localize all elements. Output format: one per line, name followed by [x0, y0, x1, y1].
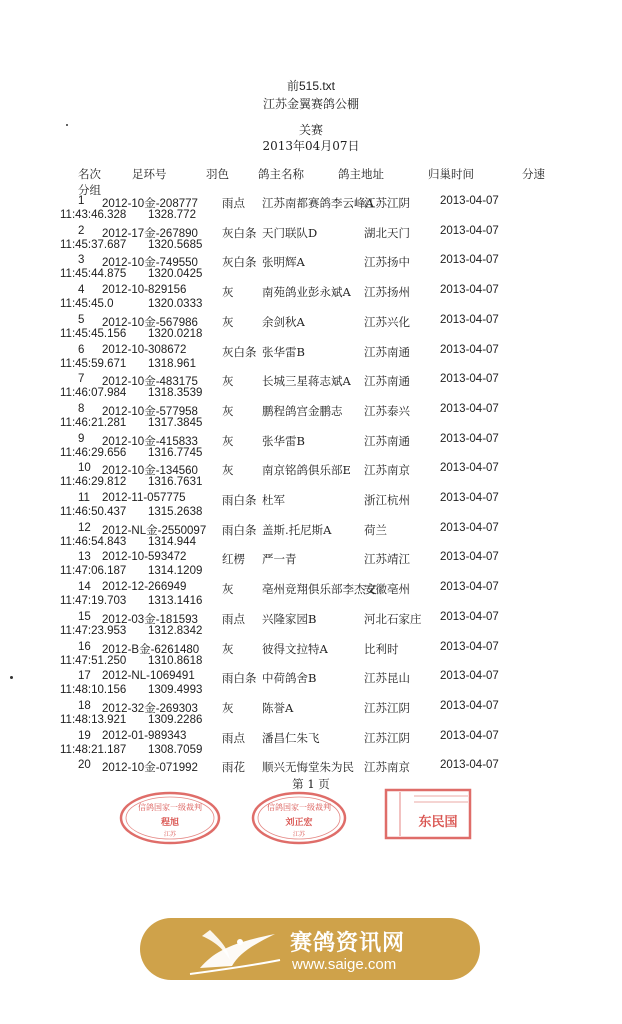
result-owner: 杜军	[262, 493, 285, 507]
result-time: 11:46:07.984	[60, 387, 127, 400]
column-header-address: 鸽主地址	[338, 167, 384, 181]
result-time: 11:47:06.187	[60, 565, 127, 578]
result-ring: 2012-10金-134560	[102, 465, 198, 478]
result-date: 2013-04-07	[440, 313, 499, 326]
result-time: 11:47:23.953	[60, 624, 127, 637]
seal-right-text: 东民国	[418, 815, 458, 830]
result-rank: 14	[78, 581, 91, 594]
result-ring: 2012-NL金-2550097	[102, 524, 207, 537]
result-owner: 余剑秋A	[262, 314, 305, 329]
scan-speck	[66, 124, 68, 126]
result-color: 灰白条	[222, 225, 257, 240]
result-color: 灰	[222, 582, 234, 597]
result-speed: 1317.3845	[148, 416, 203, 429]
banner-url: www.saige.com	[292, 956, 397, 973]
result-ring: 2012-10-593472	[102, 551, 187, 564]
result-rank: 3	[78, 254, 85, 267]
result-time: 11:48:10.156	[60, 684, 127, 697]
result-owner: 南京铭鸽俱乐部E	[262, 463, 351, 478]
result-ring: 2012-10金-577958	[102, 405, 198, 418]
result-ring: 2012-10金-208777	[102, 198, 198, 210]
result-speed: 1318.961	[148, 357, 196, 370]
result-time: 11:43:46.328	[60, 209, 127, 221]
seal-middle-region: 江苏	[292, 831, 306, 838]
result-ring: 2012-NL-1069491	[102, 670, 195, 683]
seal-left-region: 江苏	[163, 831, 177, 838]
result-color: 红楞	[222, 552, 245, 567]
result-ring: 2012-10-308672	[102, 343, 187, 356]
result-address: 江苏南京	[364, 463, 410, 478]
result-owner: 彼得文拉特A	[262, 641, 328, 656]
result-date: 2013-04-07	[440, 224, 499, 237]
result-time: 11:47:19.703	[60, 595, 127, 608]
result-color: 灰白条	[222, 255, 257, 270]
result-rank: 13	[78, 551, 91, 564]
result-row	[0, 551, 622, 581]
result-owner: 亳州竞翔俱乐部李杰文	[262, 582, 377, 597]
result-time: 11:45:45.0	[60, 298, 114, 311]
result-address: 比利时	[364, 641, 399, 656]
result-color: 雨点	[222, 611, 245, 626]
result-date: 2013-04-07	[440, 551, 499, 564]
result-time: 11:46:29.656	[60, 446, 127, 459]
result-address: 江苏江阴	[364, 196, 410, 210]
result-rank: 5	[78, 313, 85, 326]
race-date: 2013年04月07日	[262, 139, 360, 153]
result-row	[0, 641, 622, 671]
result-owner: 长城三星蒋志斌A	[262, 374, 351, 389]
result-address: 江苏兴化	[364, 314, 410, 329]
file-name: 前515.txt	[286, 79, 336, 93]
result-date: 2013-04-07	[440, 521, 499, 534]
result-address: 安徽亳州	[364, 582, 410, 597]
result-row	[0, 344, 622, 374]
result-time: 11:46:21.281	[60, 416, 127, 429]
result-address: 荷兰	[364, 522, 387, 537]
result-row	[0, 462, 622, 492]
result-address: 江苏扬州	[364, 285, 410, 300]
page-number: 第 1 页	[292, 777, 330, 791]
column-header-speed: 分速	[522, 167, 545, 181]
race-name: 关赛	[298, 123, 323, 137]
referee-seal-left	[118, 790, 222, 846]
result-date: 2013-04-07	[440, 492, 499, 504]
result-speed: 1316.7631	[148, 476, 203, 489]
result-color: 雨点	[222, 730, 245, 745]
pigeon-logo-icon	[180, 920, 290, 980]
result-date: 2013-04-07	[440, 195, 499, 207]
result-owner: 张明辉A	[262, 255, 305, 270]
result-color: 灰	[222, 700, 234, 715]
result-speed: 1320.0333	[148, 298, 203, 311]
result-row	[0, 522, 622, 552]
result-time: 11:46:54.843	[60, 535, 127, 548]
result-date: 2013-04-07	[440, 373, 499, 386]
result-date: 2013-04-07	[440, 284, 499, 297]
result-row	[0, 314, 622, 344]
result-owner: 天门联队D	[262, 225, 318, 240]
result-speed: 1308.7059	[148, 743, 203, 756]
result-ring: 2012-17金-267890	[102, 227, 198, 240]
result-ring: 2012-10金-415833	[102, 435, 198, 448]
result-owner: 张华雷B	[262, 433, 305, 448]
result-date: 2013-04-07	[440, 699, 499, 712]
seal-middle-name: 刘正宏	[285, 818, 313, 828]
result-time: 11:46:50.437	[60, 506, 127, 518]
result-row	[0, 581, 622, 611]
result-time: 11:45:59.671	[60, 357, 127, 370]
result-date: 2013-04-07	[440, 343, 499, 356]
result-owner: 潘昌仁朱飞	[262, 730, 320, 745]
result-owner: 兴隆家园B	[262, 611, 317, 626]
result-speed: 1316.7745	[148, 446, 203, 459]
result-row	[0, 492, 622, 522]
result-time: 11:45:45.156	[60, 327, 127, 340]
result-ring: 2012-01-989343	[102, 729, 187, 742]
result-owner: 中荷鸽舍B	[262, 671, 317, 686]
result-owner: 顺兴无悔堂朱为民	[262, 760, 354, 775]
watermark-banner	[140, 918, 480, 980]
result-address: 江苏靖江	[364, 552, 410, 567]
result-color: 灰	[222, 285, 234, 300]
result-ring: 2012-10-829156	[102, 284, 187, 297]
result-date: 2013-04-07	[440, 640, 499, 653]
result-rank: 1	[78, 195, 85, 207]
result-speed: 1320.5685	[148, 238, 203, 251]
column-header-owner: 鸽主名称	[258, 167, 304, 181]
result-speed: 1314.944	[148, 535, 196, 548]
seal-middle-text: 信鸽国家一级裁判	[267, 803, 331, 812]
result-ring: 2012-12-266949	[102, 581, 187, 594]
result-date: 2013-04-07	[440, 581, 499, 594]
result-speed: 1309.2286	[148, 713, 203, 726]
result-speed: 1318.3539	[148, 387, 203, 400]
result-ring: 2012-10金-071992	[102, 762, 198, 775]
result-address: 河北石家庄	[364, 611, 422, 626]
result-color: 雨白条	[222, 493, 257, 507]
result-rank: 15	[78, 610, 91, 623]
result-row	[0, 433, 622, 463]
result-address: 江苏南京	[364, 760, 410, 775]
result-row	[0, 611, 622, 641]
result-color: 雨点	[222, 196, 245, 210]
result-color: 雨花	[222, 760, 245, 775]
result-time: 11:45:44.875	[60, 268, 127, 281]
result-speed: 1315.2638	[148, 506, 203, 518]
result-color: 灰白条	[222, 344, 257, 359]
result-date: 2013-04-07	[440, 462, 499, 475]
column-header-color: 羽色	[206, 167, 229, 181]
result-speed: 1320.0218	[148, 327, 203, 340]
result-ring: 2012-10金-483175	[102, 376, 198, 389]
result-speed: 1309.4993	[148, 684, 203, 697]
result-speed: 1313.1416	[148, 595, 203, 608]
result-ring: 2012-10金-749550	[102, 257, 198, 270]
result-address: 江苏江阴	[364, 700, 410, 715]
column-header-group: 分组	[78, 183, 101, 197]
result-address: 江苏江阴	[364, 730, 410, 745]
result-rank: 7	[78, 373, 85, 386]
result-speed: 1314.1209	[148, 565, 203, 578]
result-color: 雨白条	[222, 522, 257, 537]
result-rank: 2	[78, 224, 85, 237]
result-time: 11:47:51.250	[60, 654, 127, 667]
column-header-rank: 名次	[78, 167, 101, 181]
result-rank: 11	[78, 492, 90, 504]
result-address: 江苏南通	[364, 374, 410, 389]
square-seal-right	[384, 788, 472, 840]
result-address: 江苏南通	[364, 344, 410, 359]
banner-title: 赛鸽资讯网	[290, 931, 406, 956]
result-owner: 严一青	[262, 552, 297, 567]
result-owner: 陈誉A	[262, 700, 294, 715]
result-color: 灰	[222, 463, 234, 478]
result-ring: 2012-32金-269303	[102, 702, 198, 715]
result-speed: 1312.8342	[148, 624, 203, 637]
result-rank: 19	[78, 729, 91, 742]
result-rank: 10	[78, 462, 91, 475]
result-color: 灰	[222, 641, 234, 656]
result-date: 2013-04-07	[440, 432, 499, 445]
result-color: 灰	[222, 433, 234, 448]
result-date: 2013-04-07	[440, 729, 499, 742]
result-address: 江苏扬中	[364, 255, 410, 270]
result-date: 2013-04-07	[440, 402, 499, 415]
result-time: 11:46:29.812	[60, 476, 127, 489]
result-date: 2013-04-07	[440, 670, 499, 683]
result-speed: 1310.8618	[148, 654, 203, 667]
result-owner: 鹏程鸽宫金鹏志	[262, 403, 343, 418]
result-rank: 4	[78, 284, 85, 297]
result-owner: 南苑鸽业彭永斌A	[262, 285, 351, 300]
result-owner: 江苏南都赛鸽李云峰A	[262, 196, 374, 210]
result-time: 11:48:13.921	[60, 713, 127, 726]
result-ring: 2012-B金-6261480	[102, 643, 200, 656]
result-row	[0, 700, 622, 730]
referee-seal-middle	[250, 790, 348, 846]
result-row	[0, 730, 622, 760]
result-rank: 18	[78, 699, 91, 712]
result-row	[0, 254, 622, 284]
column-header-ring: 足环号	[132, 167, 167, 181]
result-date: 2013-04-07	[440, 610, 499, 623]
result-ring: 2012-03金-181593	[102, 613, 198, 626]
result-ring: 2012-11-057775	[102, 492, 186, 504]
result-address: 江苏昆山	[364, 671, 410, 686]
result-address: 湖北天门	[364, 225, 410, 240]
result-date: 2013-04-07	[440, 254, 499, 267]
result-rank: 8	[78, 402, 85, 415]
result-color: 灰	[222, 403, 234, 418]
result-row	[0, 670, 622, 700]
result-row	[0, 284, 622, 314]
seal-left-name: 程旭	[160, 818, 180, 828]
seal-left-text: 信鸽国家一级裁判	[138, 803, 202, 812]
result-color: 灰	[222, 314, 234, 329]
result-ring: 2012-10金-567986	[102, 316, 198, 329]
result-rank: 9	[78, 432, 85, 445]
result-speed: 1320.0425	[148, 268, 203, 281]
result-row	[0, 373, 622, 403]
result-speed: 1328.772	[148, 209, 196, 221]
result-rank: 16	[78, 640, 91, 653]
result-owner: 张华雷B	[262, 344, 305, 359]
scan-speck	[10, 676, 13, 679]
result-rank: 6	[78, 343, 85, 356]
result-time: 11:48:21.187	[60, 743, 127, 756]
result-color: 灰	[222, 374, 234, 389]
result-address: 浙江杭州	[364, 493, 410, 507]
result-address: 江苏南通	[364, 433, 410, 448]
result-rank: 12	[78, 521, 91, 534]
result-owner: 盖斯.托尼斯A	[262, 522, 332, 537]
result-rank: 20	[78, 759, 91, 772]
result-color: 雨白条	[222, 671, 257, 686]
result-row	[0, 403, 622, 433]
result-row	[0, 195, 622, 225]
organization-name: 江苏金翼赛鸽公棚	[262, 97, 359, 111]
result-rank: 17	[78, 670, 91, 683]
result-address: 江苏泰兴	[364, 403, 410, 418]
column-header-return-time: 归巢时间	[428, 167, 474, 181]
result-date: 2013-04-07	[440, 759, 499, 772]
result-time: 11:45:37.687	[60, 238, 127, 251]
result-row	[0, 225, 622, 255]
